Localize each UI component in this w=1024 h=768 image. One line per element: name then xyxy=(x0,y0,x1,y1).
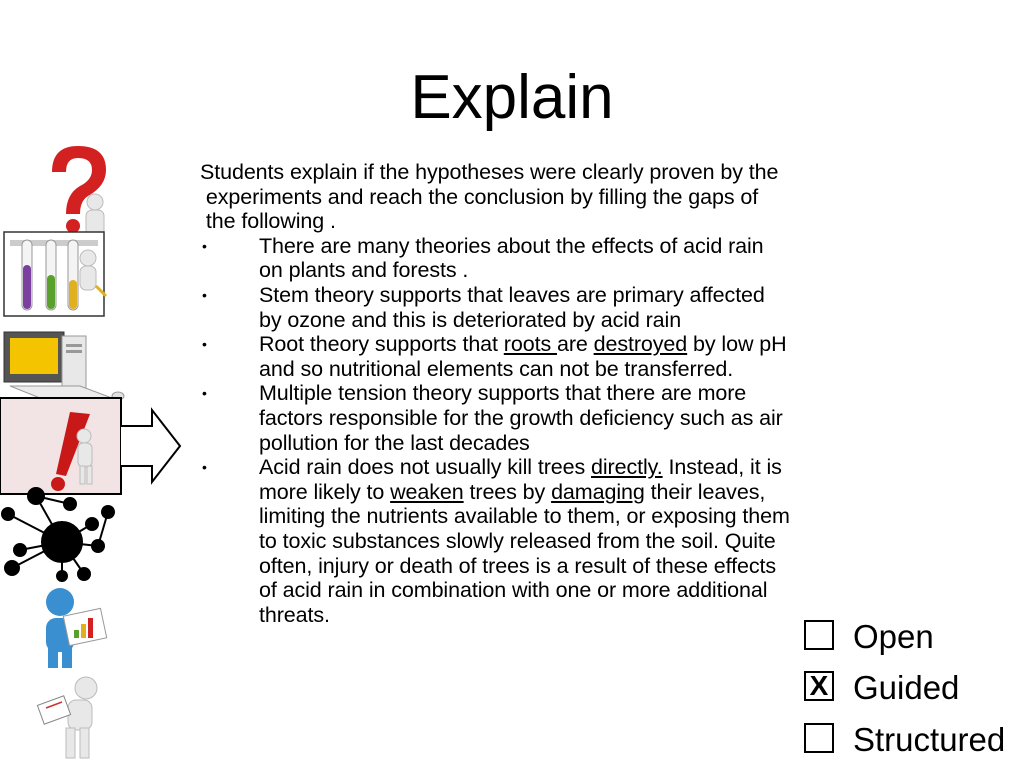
text-segment: by low pH xyxy=(687,332,787,357)
bullet-line xyxy=(259,332,910,357)
text-segment: of acid rain in combination with one or more additional xyxy=(259,578,768,603)
explanation-text xyxy=(200,160,910,627)
underlined-term: directly. xyxy=(591,455,663,480)
exclamation-figure-icon xyxy=(0,398,121,494)
bullet-line xyxy=(259,455,910,480)
text-segment: limiting the nutrients available to them, or exposing them xyxy=(259,504,790,529)
underlined-term: damaging xyxy=(551,479,645,504)
bullet-line xyxy=(259,480,910,505)
page-title: Explain xyxy=(410,63,614,132)
bullet-line xyxy=(259,554,910,579)
checkbox-open[interactable] xyxy=(804,620,834,650)
intro-line: Students explain if the hypotheses were clearly proven by the xyxy=(200,160,779,184)
option-label: Guided xyxy=(853,669,960,706)
text-segment: Acid rain does not usually kill trees xyxy=(259,455,592,480)
bullet-item xyxy=(200,332,910,381)
checkbox-structured[interactable] xyxy=(804,723,834,753)
text-segment: on plants and forests . xyxy=(259,258,469,283)
bullet-line xyxy=(259,578,910,603)
text-segment: factors responsible for the growth deficiency such as air xyxy=(259,405,783,430)
text-segment: and so nutritional elements can not be transferred. xyxy=(259,356,734,381)
text-segment: threats. xyxy=(259,602,330,627)
option-guided xyxy=(800,667,1024,713)
bullet-item xyxy=(200,283,910,332)
text-segment: more likely to xyxy=(259,479,391,504)
bullet-line xyxy=(259,283,910,308)
lab-tubes-figure-icon xyxy=(4,232,106,316)
text-segment: Root theory supports that xyxy=(259,332,504,357)
text-segment: often, injury or death of trees is a result of these effects xyxy=(259,553,777,578)
bullet-line xyxy=(259,308,910,333)
bullet-list xyxy=(200,234,910,628)
bullet-item xyxy=(200,455,910,627)
bullet-item xyxy=(200,234,910,283)
bullet-line xyxy=(259,504,910,529)
text-segment: to toxic substances slowly released from the soil. Quite xyxy=(259,528,776,553)
clipboard-figure-icon xyxy=(37,677,97,758)
text-segment: pollution for the last decades xyxy=(259,430,530,455)
option-structured xyxy=(800,719,1024,765)
intro-line: the following . xyxy=(200,209,336,234)
bullet-dot: • xyxy=(202,459,207,476)
text-segment: Multiple tension theory supports that there are more xyxy=(259,381,747,406)
presenter-chart-icon xyxy=(46,588,107,668)
intro-paragraph xyxy=(200,160,910,234)
text-segment: There are many theories about the effects of acid rain xyxy=(259,233,764,258)
arrow-pointer-icon xyxy=(121,410,180,482)
bullet-dot: • xyxy=(202,286,207,303)
bullet-line xyxy=(259,381,910,406)
computer-icon xyxy=(4,332,124,400)
underlined-term: roots xyxy=(503,332,557,357)
bullet-dot: • xyxy=(202,336,207,353)
network-icon xyxy=(2,488,114,581)
text-segment: Instead, it is xyxy=(662,455,782,480)
text-segment: Stem theory supports that leaves are primary affected xyxy=(259,282,765,307)
text-segment: are xyxy=(556,332,594,357)
bullet-line xyxy=(259,431,910,456)
option-open xyxy=(800,616,1024,662)
phase-sidebar xyxy=(0,140,190,768)
intro-line: experiments and reach the conclusion by filling the gaps of xyxy=(200,184,759,209)
text-segment: their leaves, xyxy=(644,479,766,504)
bullet-line xyxy=(259,357,910,382)
bullet-dot: • xyxy=(202,385,207,402)
underlined-term: weaken xyxy=(390,479,464,504)
bullet-line xyxy=(259,234,910,259)
phase-icons xyxy=(0,140,190,768)
bullet-dot: • xyxy=(202,237,207,254)
checkbox-guided[interactable]: X xyxy=(804,671,834,701)
underlined-term: destroyed xyxy=(593,332,688,357)
option-label: Structured xyxy=(853,721,1006,758)
option-label: Open xyxy=(853,618,934,655)
bullet-line xyxy=(259,406,910,431)
text-segment: by ozone and this is deteriorated by acid rain xyxy=(259,307,682,332)
bullet-line xyxy=(259,258,910,283)
bullet-line xyxy=(259,529,910,554)
text-segment: trees by xyxy=(463,479,552,504)
bullet-item xyxy=(200,381,910,455)
